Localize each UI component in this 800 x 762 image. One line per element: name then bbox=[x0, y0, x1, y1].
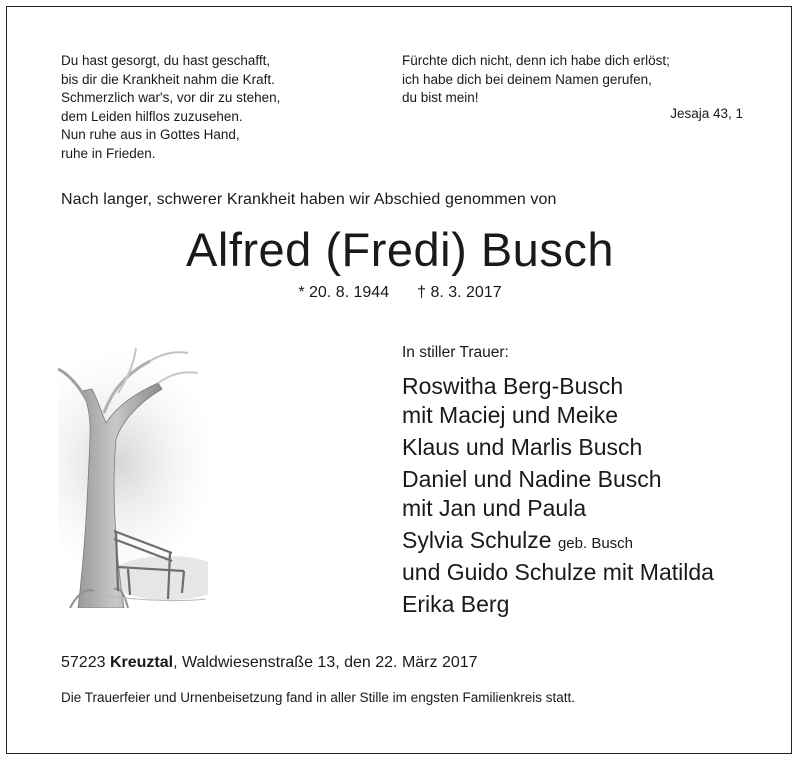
address-line bbox=[61, 654, 478, 672]
mourner-line-with-note bbox=[402, 526, 714, 558]
death-date: † 8. 3. 2017 bbox=[417, 284, 502, 301]
city: Kreuztal bbox=[109, 654, 174, 671]
poem-left-line: Schmerzlich war's, vor dir zu stehen, bbox=[61, 90, 281, 105]
ceremony-note: Die Trauerfeier und Urnenbeisetzung fand in aller Stille im engsten Familienkreis statt. bbox=[61, 690, 576, 705]
deceased-name: Alfred (Fredi) Busch bbox=[186, 223, 614, 276]
poem-left-line: dem Leiden hilflos zuzusehen. bbox=[61, 108, 243, 124]
mourner-group bbox=[402, 590, 714, 619]
street-and-date: , Waldwiesenstraße 13, den 22. März 2017 bbox=[173, 654, 478, 671]
poem-right-line: ich habe dich bei deinem Namen gerufen, bbox=[402, 71, 652, 87]
mourner-line: mit Jan und Paula bbox=[402, 495, 587, 521]
poem-left-line: Du hast gesorgt, du hast geschafft, bbox=[61, 53, 271, 68]
poem-left-line: bis dir die Krankheit nahm die Kraft. bbox=[61, 71, 275, 87]
mourner-line: Klaus und Marlis Busch bbox=[402, 434, 643, 460]
mourner-line: Roswitha Berg-Busch bbox=[402, 373, 624, 399]
mourner-line: und Guido Schulze mit Matilda bbox=[402, 559, 714, 585]
mourner-group bbox=[402, 372, 714, 430]
mourner-line: mit Maciej und Meike bbox=[402, 402, 619, 428]
life-dates bbox=[0, 284, 800, 302]
mourner-group bbox=[402, 526, 714, 587]
mourner-line: Erika Berg bbox=[402, 591, 510, 617]
poem-left bbox=[61, 52, 280, 163]
mourner-name: Sylvia Schulze bbox=[402, 527, 552, 553]
maiden-name-note: geb. Busch bbox=[557, 535, 634, 552]
intro-text: Nach langer, schwerer Krankheit haben wir Abschied genommen von bbox=[61, 191, 557, 208]
poem-right-line: du bist mein! bbox=[402, 90, 479, 105]
poem-left-line: ruhe in Frieden. bbox=[61, 145, 156, 161]
mourner-line: Daniel und Nadine Busch bbox=[402, 466, 662, 492]
mourner-group bbox=[402, 465, 714, 523]
birth-date: * 20. 8. 1944 bbox=[298, 284, 390, 301]
poem-right bbox=[402, 52, 670, 108]
mourner-group bbox=[402, 433, 714, 462]
postcode: 57223 bbox=[61, 654, 106, 671]
tree-bench-illustration bbox=[58, 343, 208, 608]
poem-right-line: Fürchte dich nicht, denn ich habe dich erlöst; bbox=[402, 53, 670, 68]
mourners-list bbox=[402, 372, 714, 622]
mourning-label: In stiller Trauer: bbox=[402, 344, 509, 361]
poem-left-line: Nun ruhe aus in Gottes Hand, bbox=[61, 127, 240, 142]
scripture-reference: Jesaja 43, 1 bbox=[670, 106, 743, 121]
